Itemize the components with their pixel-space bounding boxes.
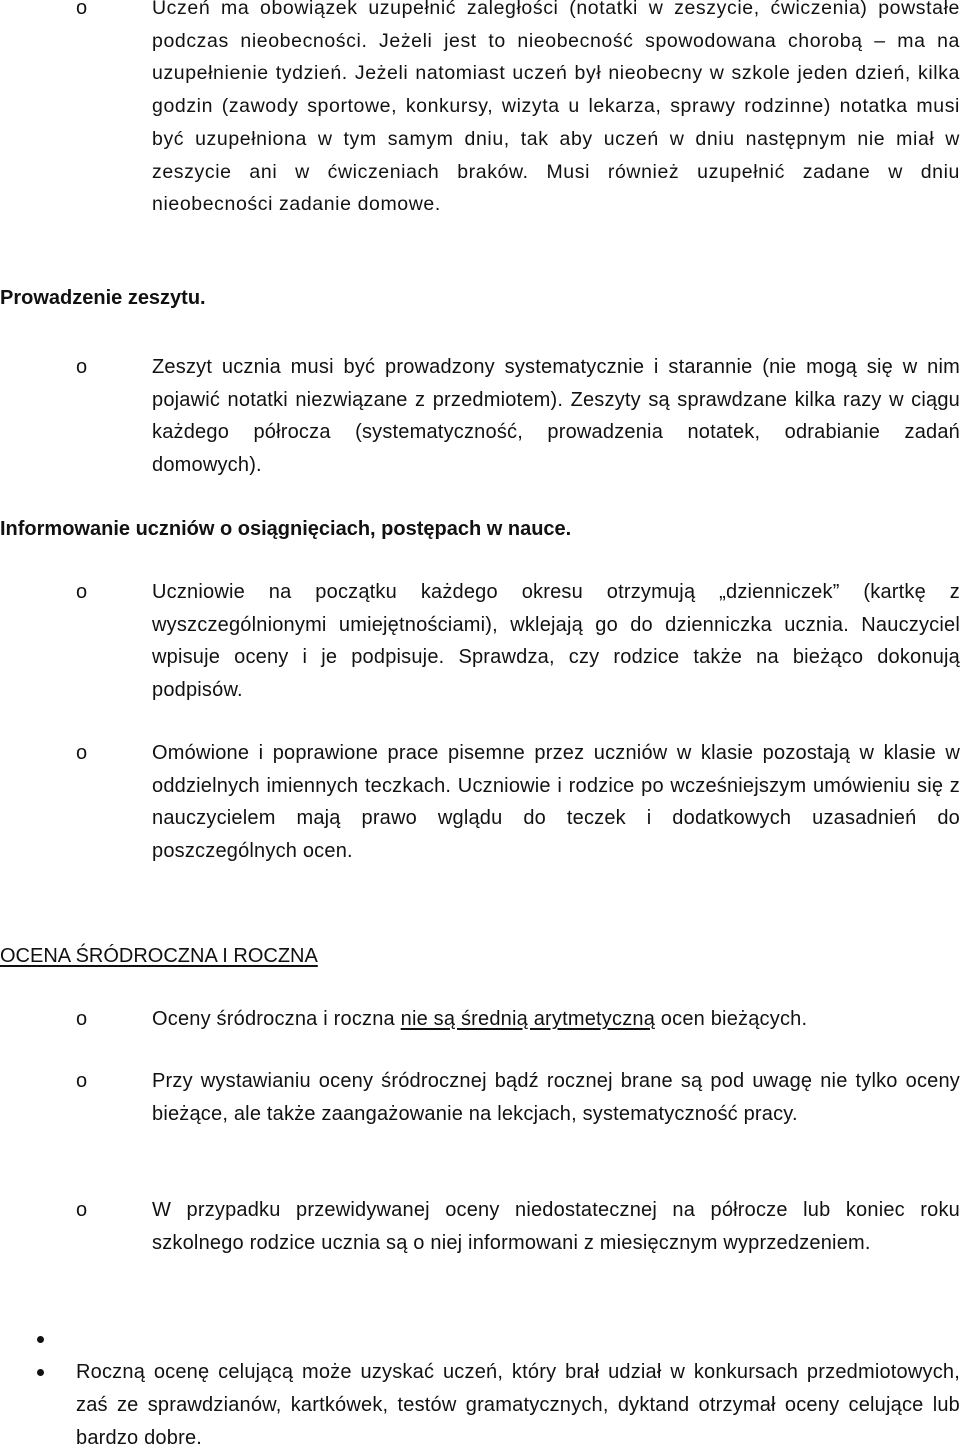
text-after: ocen bieżących.: [655, 1008, 808, 1030]
paragraph-not-average: [152, 1003, 960, 1036]
bullet-o: o: [76, 1008, 88, 1030]
bullet-o: o: [76, 0, 88, 19]
paragraph-celujaca: Roczną ocenę celującą może uzyskać uczeń, który brał udział w konkursach przedmiotowych, zaś ze sprawdzianów, kartkówek, testów gramatycznych, dyktand otrzymał oceny celujące lub bardzo dobre.: [76, 1361, 960, 1449]
text-before: Oceny śródroczna i roczna: [152, 1008, 401, 1030]
paragraph-makeup-work: Uczeń ma obowiązek uzupełnić zaległości (notatki w zeszycie, ćwiczenia) powstałe podczas nieobecności. Jeżeli jest to nieobecność spowodowana chorobą – ma na uzupełnienie tydzień. Jeżeli natomiast uczeń był nieobecny w szkole jeden dzień, kilka godzin (zawody sportowe, konkursy, wizyta u lekarza, sprawy rodzinne) notatka musi być uzupełniona w tym samym dniu, tak aby uczeń w dniu następnym nie miał w zeszycie ani w ćwiczeniach braków. Musi również uzupełnić zadane w dniu nieobecności zadanie domowe.: [152, 0, 960, 216]
bullet-dot: [37, 1369, 44, 1376]
heading-grading: OCENA ŚRÓDROCZNA I ROCZNA: [0, 945, 318, 967]
heading-informing: Informowanie uczniów o osiągnięciach, postępach w nauce.: [0, 518, 572, 540]
paragraph-dzienniczek: Uczniowie na początku każdego okresu otrzymują „dzienniczek” (kartkę z wyszczególnionymi umiejętnościami), wklejają go do dzienniczka ucznia. Nauczyciel wpisuje oceny i je podpisuje. Sprawdza, czy rodzice także na bieżąco dokonują podpisów.: [152, 581, 960, 702]
bullet-o: o: [76, 742, 88, 764]
bullet-o: o: [76, 1199, 88, 1221]
bullet-o: o: [76, 1070, 88, 1092]
bullet-o: o: [76, 581, 88, 603]
paragraph-failing-notice: W przypadku przewidywanej oceny niedostatecznej na półrocze lub koniec roku szkolnego rodzice ucznia są o niej informowani z miesięcznym wyprzedzeniem.: [152, 1199, 960, 1254]
underlined-phrase: nie są średnią arytmetyczną: [400, 1008, 656, 1030]
bullet-dot-empty: [37, 1336, 44, 1343]
paragraph-engagement: Przy wystawianiu oceny śródrocznej bądź rocznej brane są pod uwagę nie tylko oceny bieżące, ale także zaangażowanie na lekcjach, systematyczność pracy.: [152, 1070, 960, 1125]
paragraph-notebook: Zeszyt ucznia musi być prowadzony systematycznie i starannie (nie mogą się w nim pojawić notatki niezwiązane z przedmiotem). Zeszyty są sprawdzane kilka razy w ciągu każdego półrocza (systematyczność, prowadzenia notatek, odrabianie zadań domowych).: [152, 356, 960, 477]
bullet-o: o: [76, 356, 88, 378]
heading-notebook: Prowadzenie zeszytu.: [0, 287, 206, 309]
paragraph-written-work: Omówione i poprawione prace pisemne przez uczniów w klasie pozostają w klasie w oddzielnych imiennych teczkach. Uczniowie i rodzice po wcześniejszym umówieniu się z nauczycielem mają prawo wglądu do teczek i dodatkowych uzasadnień do poszczególnych ocen.: [152, 742, 960, 863]
